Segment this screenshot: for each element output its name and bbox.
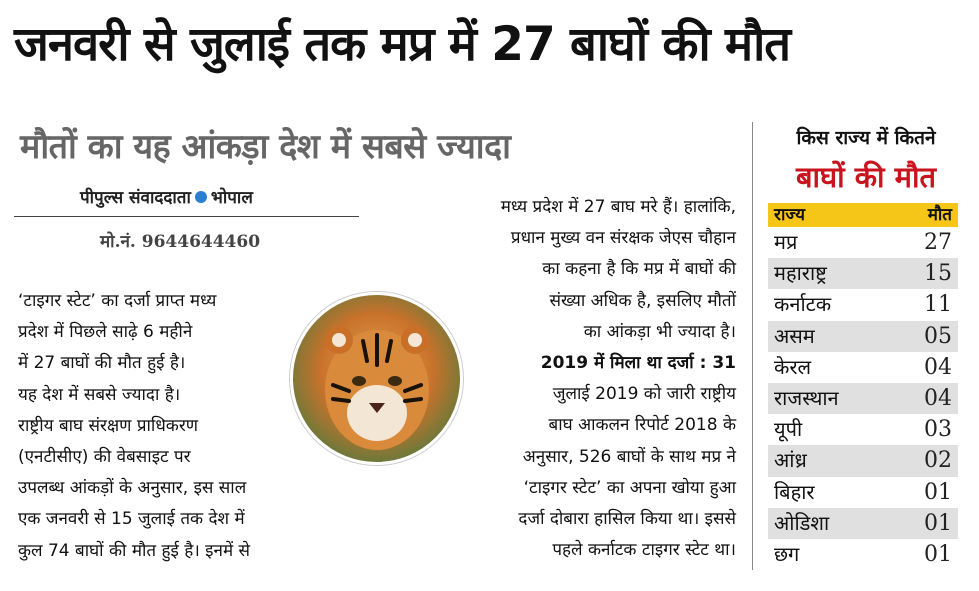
byline-city: भोपाल (210, 188, 253, 208)
article-line: दर्जा दोबारा हासिल किया था। इससे (518, 509, 736, 530)
table-row (768, 539, 958, 570)
header-state: राज्य (774, 205, 805, 225)
sidebar-title: किस राज्य में कितने (796, 127, 936, 149)
article-line: ‘टाइगर स्टेट’ का दर्जा प्राप्त मध्य (18, 291, 217, 311)
state-cell: छग (774, 541, 800, 566)
dot-icon (195, 191, 207, 203)
article-column-2 (396, 192, 736, 566)
article-line: ‘टाइगर स्टेट’ का अपना खोया हुआ (523, 477, 736, 498)
sidebar-title-highlight: बाघों की मौत (795, 160, 937, 194)
table-header (768, 203, 958, 227)
table-row (768, 477, 958, 508)
article-line: उपलब्ध आंकड़ों के अनुसार, इस साल (18, 478, 247, 499)
deaths-cell: 04 (924, 385, 952, 411)
article-line: पहले कर्नाटक टाइगर स्टेट था। (552, 540, 736, 561)
state-cell: राजस्थान (774, 385, 839, 410)
headline: जनवरी से जुलाई तक मप्र में 27 बाघों की मौत (14, 17, 791, 72)
table-row (768, 321, 958, 352)
state-cell: असम (774, 323, 815, 348)
deaths-cell: 03 (924, 417, 952, 443)
state-cell: कर्नाटक (774, 292, 832, 317)
article-line: यह देश में सबसे ज्यादा है। (18, 384, 181, 405)
byline (80, 186, 253, 210)
deaths-cell: 27 (924, 230, 952, 255)
byline-divider (14, 216, 359, 217)
state-cell: ओडिशा (774, 510, 830, 535)
article-line: अनुसार, 526 बाघों के साथ मप्र ने (522, 446, 736, 467)
table-row (768, 227, 958, 258)
article-line: मध्य प्रदेश में 27 बाघ मरे हैं। हालांकि, (500, 197, 736, 217)
article-line-subhead: 2019 में मिला था दर्जा : 31 (540, 353, 736, 374)
sidebar-divider (752, 122, 753, 570)
state-cell: मप्र (774, 230, 798, 254)
state-cell: केरल (774, 354, 812, 379)
state-cell: आंध्र (774, 448, 807, 473)
subheadline: मौतों का यह आंकड़ा देश में सबसे ज्यादा (20, 127, 511, 167)
deaths-cell: 02 (924, 448, 952, 474)
article-line: संख्या अधिक है, इसलिए मौतों (549, 290, 736, 311)
article-line: राष्ट्रीय बाघ संरक्षण प्राधिकरण (18, 415, 199, 436)
table-row (768, 445, 958, 476)
table-row (768, 352, 958, 383)
table-body (768, 227, 958, 570)
deaths-cell: 05 (924, 323, 952, 349)
deaths-cell: 01 (924, 479, 952, 505)
article-line: प्रदेश में पिछले साढ़े 6 महीने (18, 322, 193, 343)
article-line: प्रधान मुख्य वन संरक्षक जेएस चौहान (510, 228, 736, 249)
table-row (768, 508, 958, 539)
byline-reporter: पीपुल्स संवाददाता (80, 188, 191, 208)
mobile-number: मो.नं. 9644644460 (100, 232, 261, 252)
article-line: का कहना है कि मप्र में बाघों की (542, 259, 736, 280)
deaths-cell: 01 (924, 541, 952, 567)
article-line: एक जनवरी से 15 जुलाई तक देश में (18, 509, 245, 530)
table-row (768, 383, 958, 414)
state-cell: महाराष्ट्र (774, 261, 827, 286)
article-line: (एनटीसीए) की वेबसाइट पर (18, 447, 191, 468)
state-cell: यूपी (774, 417, 803, 442)
article-line: कुल 74 बाघों की मौत हुई है। इनमें से (18, 540, 251, 561)
deaths-cell: 11 (924, 292, 952, 318)
deaths-cell: 04 (924, 354, 952, 380)
deaths-cell: 15 (924, 261, 952, 287)
table-row (768, 258, 958, 289)
header-deaths: मौत (927, 205, 952, 225)
article-line: जुलाई 2019 को जारी राष्ट्रीय (552, 384, 736, 405)
table-row (768, 414, 958, 445)
article-line: बाघ आकलन रिपोर्ट 2018 के (548, 415, 736, 436)
article-line: में 27 बाघों की मौत हुई है। (18, 353, 186, 374)
article-line: का आंकड़ा भी ज्यादा है। (583, 321, 736, 342)
state-cell: बिहार (774, 479, 815, 504)
deaths-table (768, 203, 958, 570)
table-row (768, 289, 958, 320)
deaths-cell: 01 (924, 510, 952, 536)
